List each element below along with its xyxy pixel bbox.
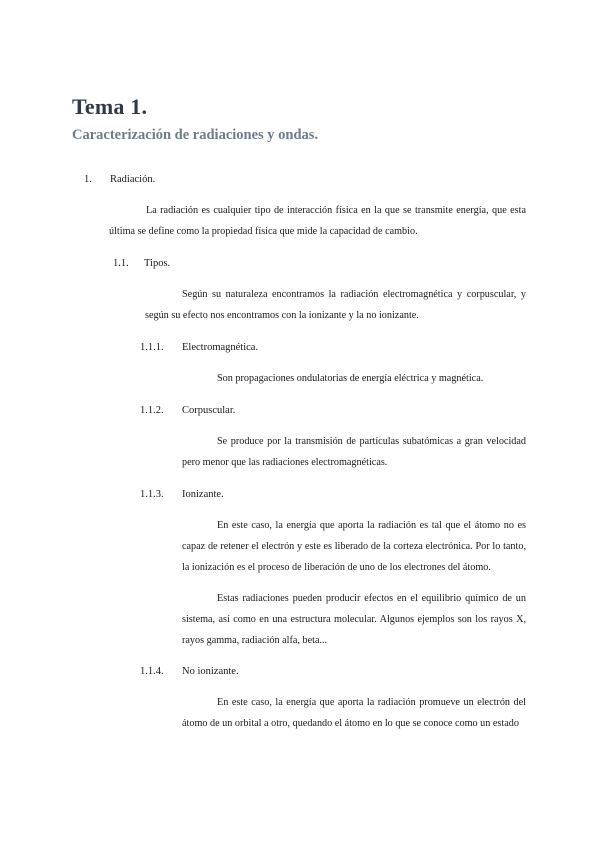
paragraph: Estas radiaciones pueden producir efectos en el equilibrio químico de un sistema, así como en una estructura molecular. Algunos ejemplos son los rayos X, rayos gamma, radiación alfa, beta...	[182, 593, 526, 646]
section-number: 1.1.	[113, 258, 129, 269]
paragraph: Se produce por la transmisión de partículas subatómicas a gran velocidad pero menor que las radiaciones electromagnéticas.	[182, 436, 526, 468]
paragraph: La radiación es cualquier tipo de interacción física en la que se transmite energía, que esta última se define como la propiedad física que mide la capacidad de cambio.	[109, 205, 526, 237]
section-number: 1.1.3.	[140, 489, 164, 500]
paragraph: En este caso, la energía que aporta la radiación es tal que el átomo no es capaz de retener el electrón y este es liberado de la corteza electrónica. Por lo tanto, la ionización es el proceso de liberación de uno de los electrones del átomo.	[182, 520, 526, 573]
document-subtitle: Caracterización de radiaciones y ondas.	[72, 127, 319, 143]
document-title: Tema 1.	[72, 94, 148, 119]
section-label: Radiación.	[110, 174, 156, 185]
section-label: Corpuscular.	[182, 405, 236, 416]
section-number: 1.1.2.	[140, 405, 164, 416]
paragraph: Son propagaciones ondulatorias de energía eléctrica y magnética.	[217, 373, 484, 384]
section-number: 1.1.1.	[140, 342, 164, 353]
section-label: Tipos.	[144, 258, 171, 269]
paragraph: Según su naturaleza encontramos la radiación electromagnética y corpuscular, y según su efecto nos encontramos con la ionizante y la no ionizante.	[145, 289, 526, 321]
section-label: Electromagnética.	[182, 342, 259, 353]
section-number: 1.1.4.	[140, 666, 164, 677]
section-number: 1.	[84, 174, 92, 185]
paragraph: En este caso, la energía que aporta la radiación promueve un electrón del átomo de un orbital a otro, quedando el átomo en lo que se conoce como un estado	[182, 697, 526, 729]
section-label: Ionizante.	[182, 489, 224, 500]
section-label: No ionizante.	[182, 666, 239, 677]
